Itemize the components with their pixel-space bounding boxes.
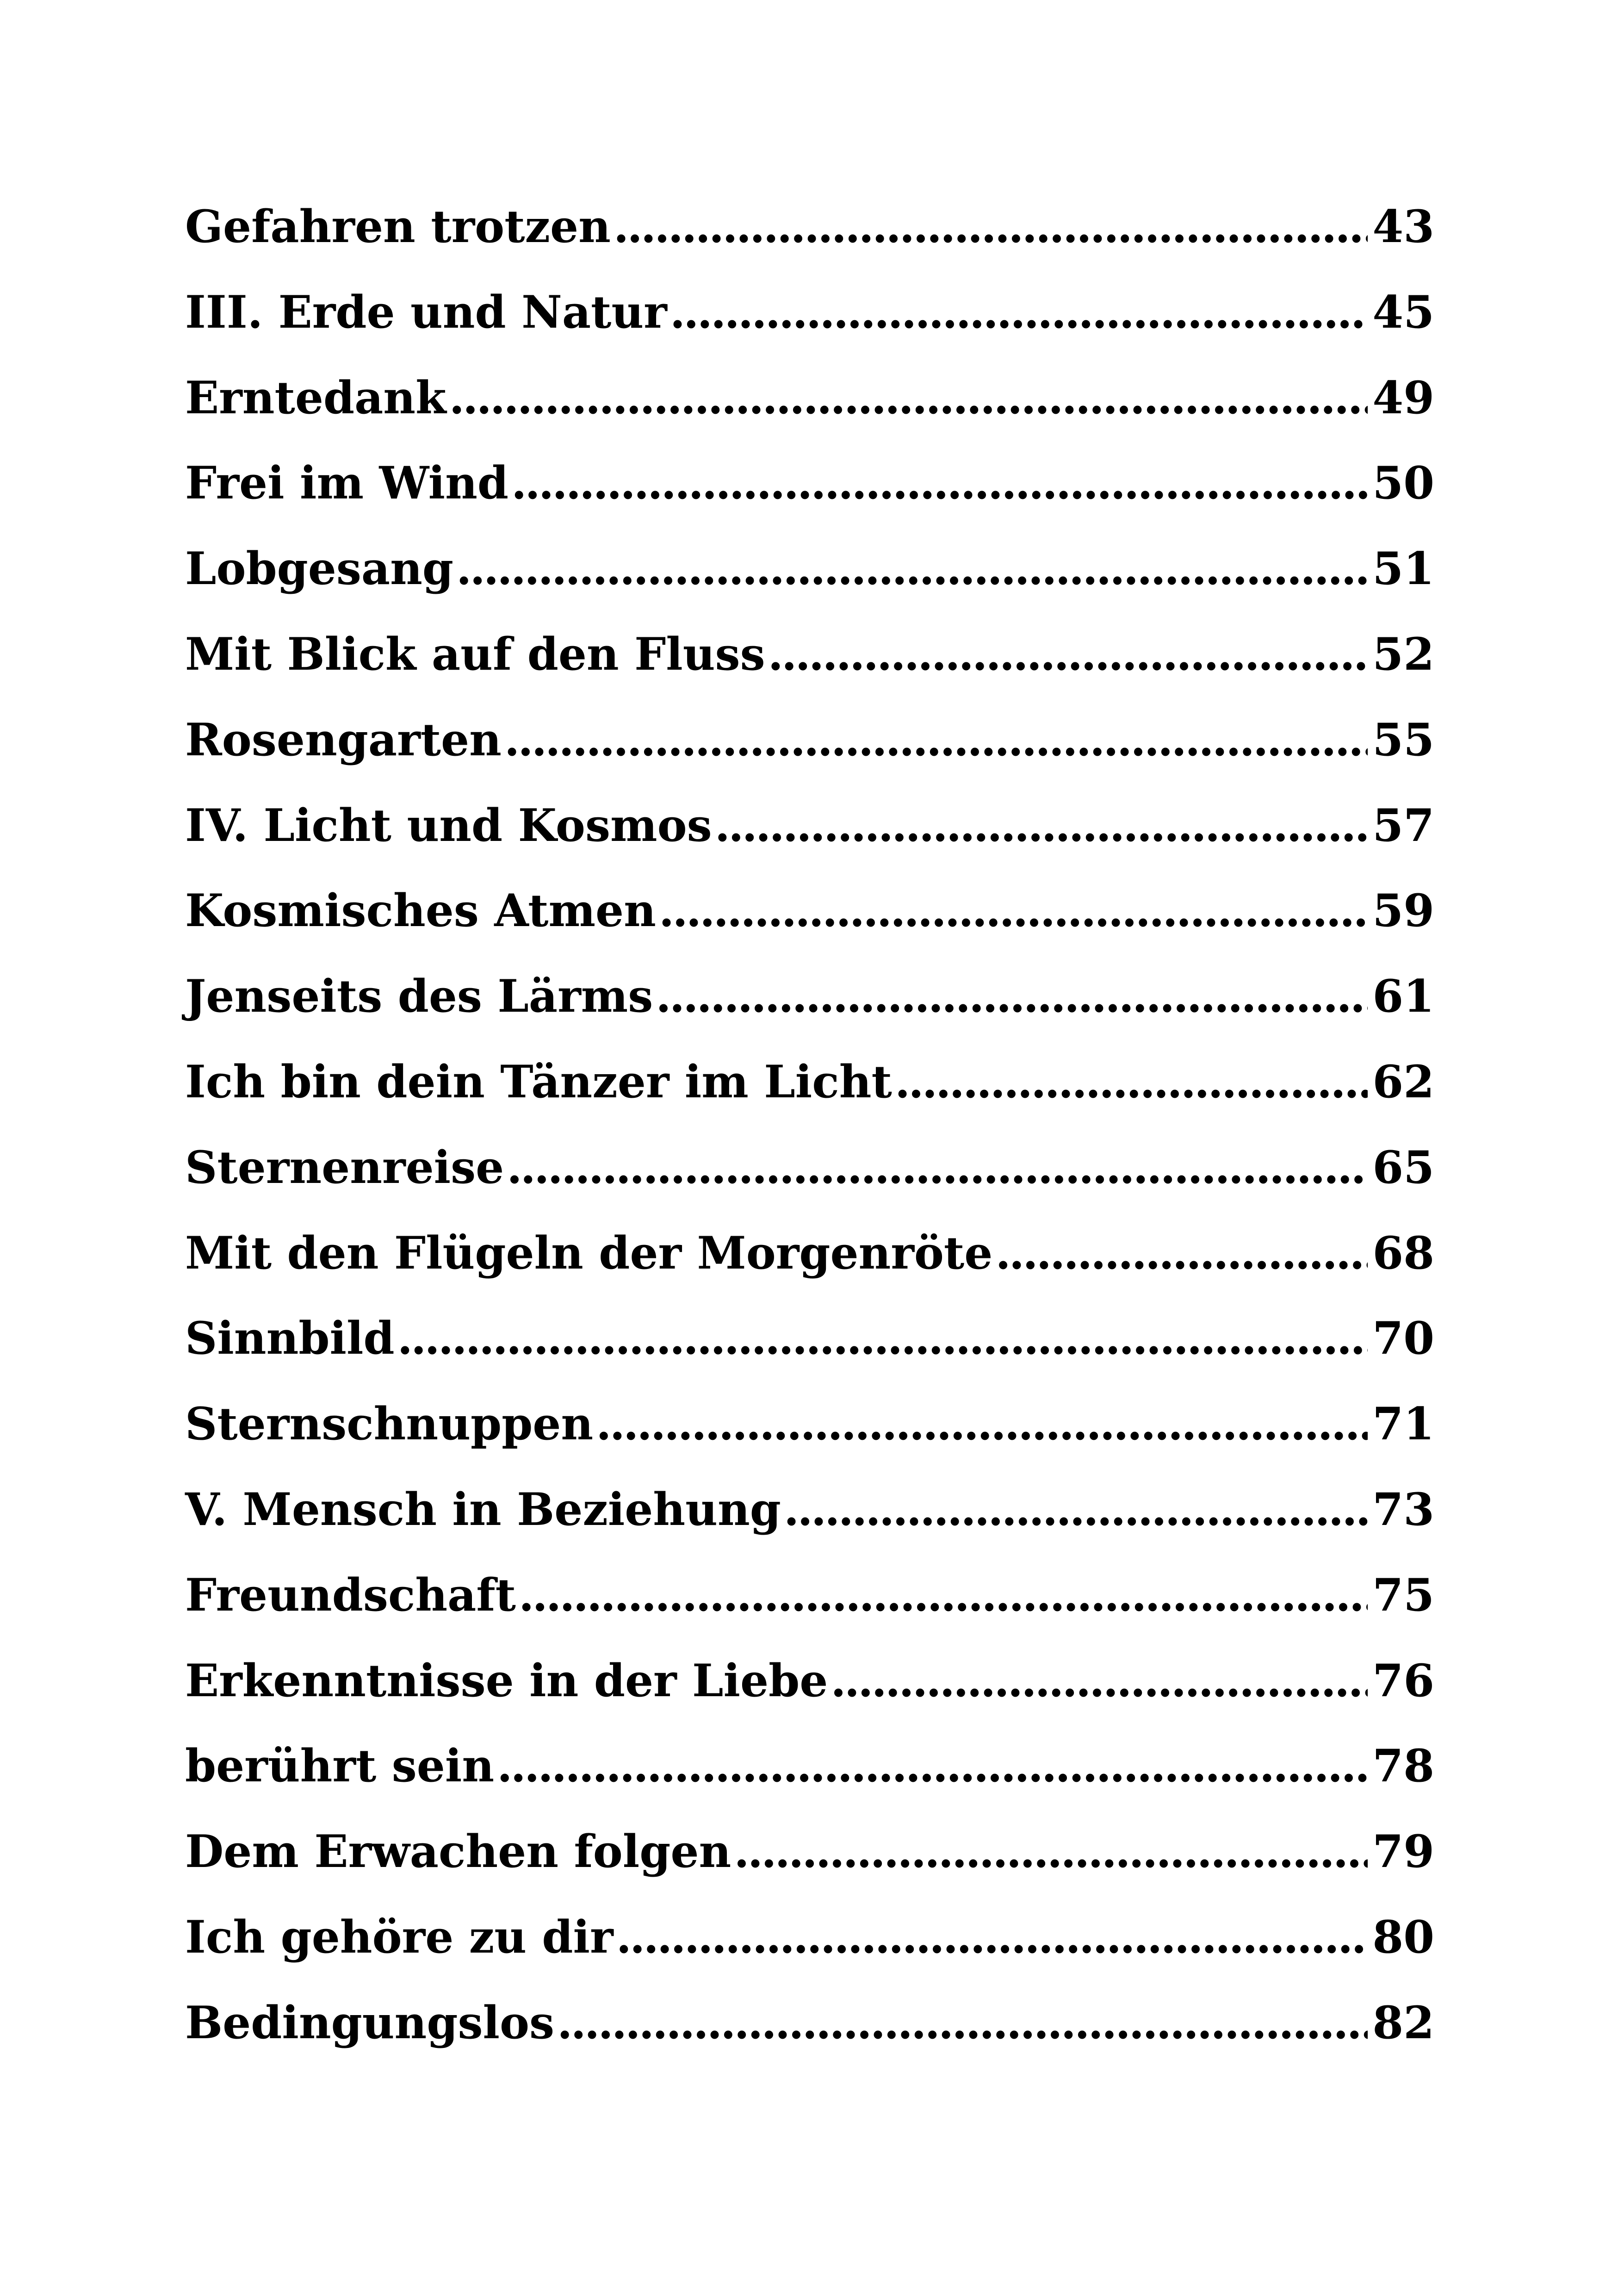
toc-entry-title: Mit den Flügeln der Morgenröte <box>185 1226 993 1279</box>
toc-entry[interactable] <box>185 1825 1434 1915</box>
toc-entry-page-number: 68 <box>1372 1226 1434 1279</box>
table-of-contents <box>185 200 1434 2086</box>
toc-entry-title: Sternschnuppen <box>185 1398 594 1450</box>
toc-entry-page-number: 76 <box>1372 1654 1434 1707</box>
toc-entry-title: IV. Licht und Kosmos <box>185 799 712 852</box>
toc-entry[interactable] <box>185 1398 1434 1487</box>
dot-leader <box>715 803 1368 848</box>
toc-entry-page-number: 82 <box>1372 1996 1434 2049</box>
toc-entry-page-number: 52 <box>1372 628 1434 680</box>
dot-leader <box>614 205 1368 249</box>
toc-entry-title: Dem Erwachen folgen <box>185 1825 732 1878</box>
dot-leader <box>507 1145 1368 1190</box>
toc-entry-page-number: 71 <box>1372 1398 1434 1450</box>
toc-entry[interactable] <box>185 1910 1434 2001</box>
toc-entry-title: V. Mensch in Beziehung <box>185 1483 781 1536</box>
toc-entry[interactable] <box>185 200 1434 290</box>
toc-entry-page-number: 73 <box>1372 1483 1434 1536</box>
dot-leader <box>596 1402 1368 1446</box>
toc-entry[interactable] <box>185 1483 1434 1573</box>
toc-entry-title: Lobgesang <box>185 542 454 595</box>
toc-entry-title: Ich bin dein Tänzer im Licht <box>185 1055 892 1108</box>
toc-entry[interactable] <box>185 1055 1434 1145</box>
toc-entry-page-number: 50 <box>1372 457 1434 510</box>
toc-entry-page-number: 75 <box>1372 1568 1434 1621</box>
dot-leader <box>670 290 1368 335</box>
dot-leader <box>659 889 1368 933</box>
toc-entry[interactable] <box>185 1141 1434 1231</box>
toc-entry[interactable] <box>185 884 1434 974</box>
toc-entry-title: Frei im Wind <box>185 457 508 510</box>
toc-entry[interactable] <box>185 371 1434 461</box>
toc-entry-title: III. Erde und Natur <box>185 286 667 338</box>
toc-entry[interactable] <box>185 713 1434 803</box>
toc-entry-title: Gefahren trotzen <box>185 200 611 253</box>
dot-leader <box>519 1573 1368 1618</box>
toc-entry-title: Freundschaft <box>185 1568 516 1621</box>
toc-entry-page-number: 78 <box>1372 1740 1434 1792</box>
toc-entry-page-number: 62 <box>1372 1055 1434 1108</box>
toc-entry-title: Sinnbild <box>185 1312 395 1365</box>
dot-leader <box>734 1829 1368 1874</box>
toc-entry[interactable] <box>185 1312 1434 1402</box>
toc-entry-page-number: 79 <box>1372 1825 1434 1878</box>
toc-entry-title: Ich gehöre zu dir <box>185 1910 614 1963</box>
toc-entry-title: Mit Blick auf den Fluss <box>185 628 765 680</box>
toc-entry[interactable] <box>185 1654 1434 1744</box>
toc-entry[interactable] <box>185 1226 1434 1317</box>
dot-leader <box>995 1231 1368 1276</box>
toc-entry-title: Sternenreise <box>185 1141 504 1194</box>
dot-leader <box>557 2001 1368 2045</box>
toc-entry-title: Jenseits des Lärms <box>185 970 653 1023</box>
toc-entry[interactable] <box>185 1996 1434 2086</box>
dot-leader <box>504 718 1368 762</box>
toc-entry[interactable] <box>185 628 1434 718</box>
toc-entry-page-number: 61 <box>1372 970 1434 1023</box>
dot-leader <box>616 1915 1368 1960</box>
dot-leader <box>656 974 1368 1019</box>
toc-entry-page-number: 57 <box>1372 799 1434 852</box>
toc-entry[interactable] <box>185 1568 1434 1659</box>
dot-leader <box>511 461 1368 505</box>
toc-entry[interactable] <box>185 799 1434 889</box>
dot-leader <box>456 547 1368 591</box>
toc-entry-title: Kosmisches Atmen <box>185 884 656 937</box>
toc-entry-title: berührt sein <box>185 1740 495 1792</box>
toc-entry-title: Rosengarten <box>185 713 502 766</box>
dot-leader <box>831 1659 1368 1703</box>
dot-leader <box>768 632 1368 677</box>
dot-leader <box>497 1744 1368 1788</box>
toc-entry-title: Erkenntnisse in der Liebe <box>185 1654 828 1707</box>
dot-leader <box>784 1487 1368 1532</box>
toc-entry[interactable] <box>185 1740 1434 1829</box>
toc-entry-page-number: 65 <box>1372 1141 1434 1194</box>
dot-leader <box>895 1060 1368 1104</box>
toc-entry-page-number: 59 <box>1372 884 1434 937</box>
toc-entry-title: Bedingungslos <box>185 1996 555 2049</box>
toc-entry-page-number: 51 <box>1372 542 1434 595</box>
toc-entry-title: Erntedank <box>185 371 446 424</box>
toc-entry[interactable] <box>185 970 1434 1060</box>
toc-entry-page-number: 49 <box>1372 371 1434 424</box>
toc-entry-page-number: 45 <box>1372 286 1434 338</box>
toc-entry-page-number: 43 <box>1372 200 1434 253</box>
toc-entry-page-number: 70 <box>1372 1312 1434 1365</box>
toc-entry-page-number: 80 <box>1372 1910 1434 1963</box>
dot-leader <box>397 1316 1368 1361</box>
toc-entry[interactable] <box>185 542 1434 632</box>
toc-entry[interactable] <box>185 286 1434 376</box>
toc-entry-page-number: 55 <box>1372 713 1434 766</box>
dot-leader <box>449 376 1368 420</box>
toc-entry[interactable] <box>185 457 1434 547</box>
